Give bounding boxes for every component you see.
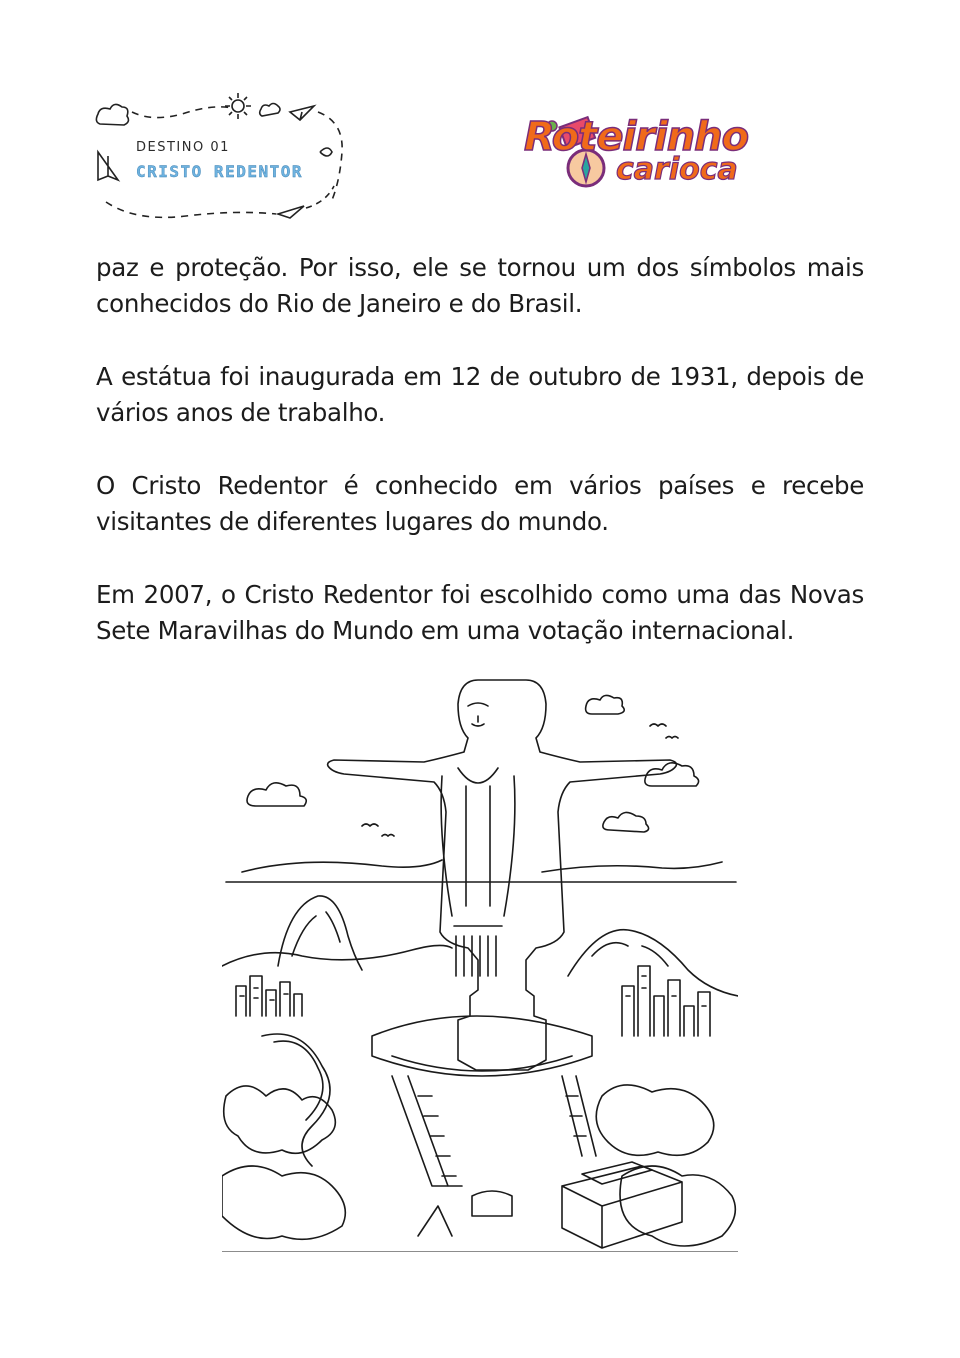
cloud-icon [586,695,625,714]
paragraph-2: A estátua foi inaugurada em 12 de outubro de 1931, depois de vários anos de trabalho. [96,362,864,427]
christ-statue [328,680,677,1070]
sun-icon [232,100,244,112]
city-buildings-right [622,966,710,1036]
dashed-frame-decoration [92,90,354,230]
paragraph-4: Em 2007, o Cristo Redentor foi escolhido como uma das Novas Sete Maravilhas do Mundo em uma votação internacional. [96,580,864,645]
cloud-icon [96,104,128,125]
destination-badge [92,90,354,230]
paragraph-3: O Cristo Redentor é conhecido em vários países e recebe visitantes de diferentes lugares do mundo. [96,471,864,536]
city-buildings [236,976,302,1016]
cloud-icon [603,812,649,832]
paper-plane-bottom-icon [278,206,304,218]
article-body [96,250,864,686]
brand-name-line1: Roteirinho [524,114,749,160]
paper-plane-left-icon [98,152,118,180]
paper-plane-icon [290,106,314,120]
paragraph-1: paz e proteção. Por isso, ele se tornou um dos símbolos mais conhecidos do Rio de Janeiro e do Brasil. [96,253,864,318]
cloud-icon [247,783,306,806]
destination-number: DESTINO 01 [136,140,230,155]
destination-title: CRISTO REDENTOR [136,162,303,181]
stairs [392,1076,462,1186]
brand-name-line2: carioca [616,152,738,187]
brand-logo [506,112,749,196]
christ-redeemer-coloring-illustration [222,676,738,1252]
small-cloud-icon [260,104,280,117]
